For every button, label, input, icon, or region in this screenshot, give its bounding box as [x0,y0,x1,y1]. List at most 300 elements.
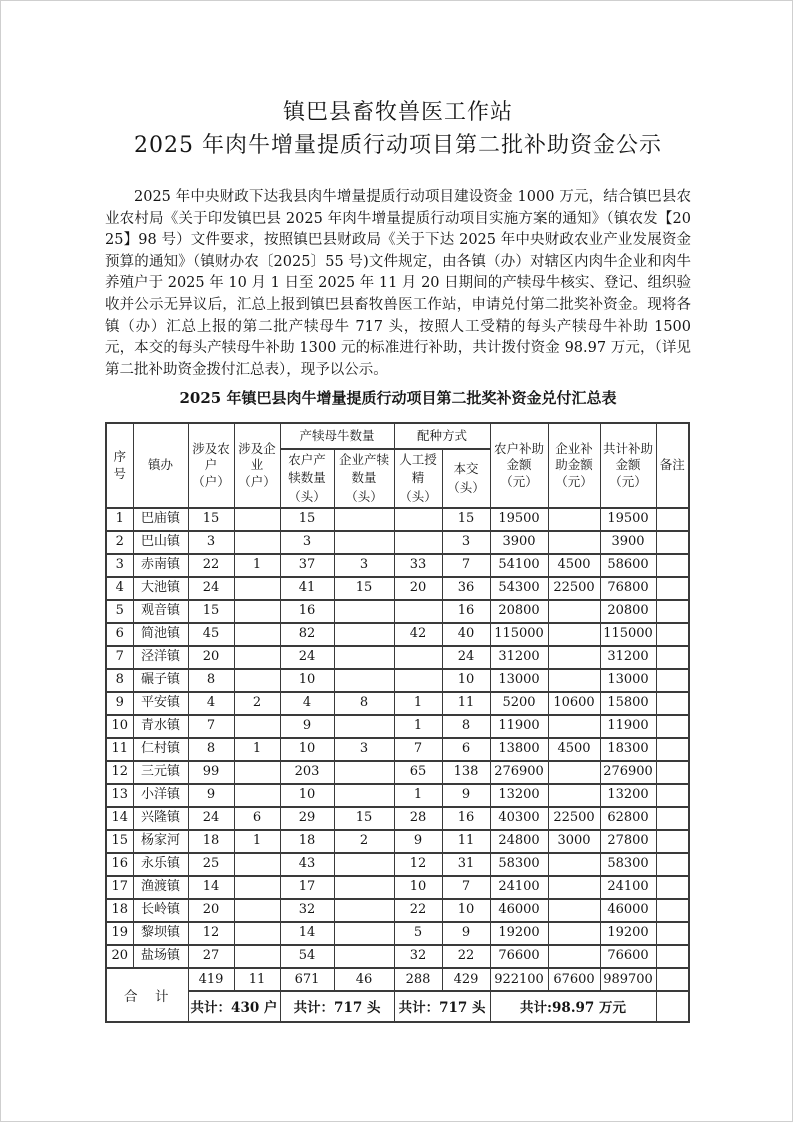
table-cell: 54300 [490,577,548,600]
table-row [106,738,689,761]
col-header-farmer-calves: 农户产犊数量（头） [280,449,334,507]
table-cell [234,715,280,738]
table-cell: 20 [188,899,234,922]
table-cell: 24 [188,577,234,600]
table-header [106,423,689,507]
table-cell: 5 [394,922,442,945]
table-cell [548,508,600,531]
table-cell: 40 [442,623,490,646]
table-cell [548,646,600,669]
table-cell: 渔渡镇 [133,876,188,899]
table-cell: 54 [280,945,334,968]
table-row [106,715,689,738]
totals-cell: 429 [442,968,490,991]
table-cell: 15 [334,577,394,600]
table-cell: 19 [106,922,133,945]
table-cell: 2 [234,692,280,715]
table-cell: 简池镇 [133,623,188,646]
table-cell: 10 [280,784,334,807]
table-cell: 1 [106,508,133,531]
table-cell: 平安镇 [133,692,188,715]
totals-cell: 419 [188,968,234,991]
table-cell [394,669,442,692]
table-cell: 3000 [548,830,600,853]
table-cell: 65 [394,761,442,784]
table-cell: 31 [442,853,490,876]
table-cell: 27800 [600,830,656,853]
table-cell: 20800 [490,600,548,623]
col-header-town: 镇办 [133,423,188,507]
totals-remark-cell [656,968,689,991]
table-cell: 2 [334,830,394,853]
totals-cell: 989700 [600,968,656,991]
table-cell: 45 [188,623,234,646]
table-cell: 4 [106,577,133,600]
table-cell: 22 [442,945,490,968]
document-title-line1: 镇巴县畜牧兽医工作站 [282,100,513,125]
table-cell [656,738,689,761]
table-cell: 4500 [548,554,600,577]
table-cell: 6 [234,807,280,830]
table-cell: 76600 [600,945,656,968]
table-cell: 13200 [600,784,656,807]
table-cell: 16 [442,600,490,623]
subsidy-summary-table [105,422,690,1022]
table-cell: 27 [188,945,234,968]
table-cell [394,508,442,531]
table-cell [334,761,394,784]
table-cell: 18 [188,830,234,853]
table-row [106,508,689,531]
table-cell [394,646,442,669]
table-row [106,876,689,899]
col-header-enterprises: 涉及企业（户） [234,423,280,507]
table-cell [234,922,280,945]
table-cell [548,876,600,899]
table-cell: 巴山镇 [133,531,188,554]
table-cell: 82 [280,623,334,646]
table-cell [334,876,394,899]
col-header-farmer-amount: 农户补助金额（元） [490,423,548,507]
table-cell [548,531,600,554]
table-cell: 16 [280,600,334,623]
table-cell: 11900 [600,715,656,738]
table-cell: 15 [188,600,234,623]
table-cell [334,531,394,554]
table-cell [394,600,442,623]
table-row [106,899,689,922]
table-cell: 17 [280,876,334,899]
table-cell [234,784,280,807]
table-cell: 138 [442,761,490,784]
table-cell: 20 [394,577,442,600]
table-cell: 3900 [600,531,656,554]
table-cell: 276900 [600,761,656,784]
grand-total-households: 共计：430 户 [188,991,280,1022]
table-cell: 58600 [600,554,656,577]
table-cell: 20 [188,646,234,669]
table-cell: 7 [106,646,133,669]
table-cell: 4500 [548,738,600,761]
table-cell: 三元镇 [133,761,188,784]
announcement-paragraph: 2025 年中央财政下达我县肉牛增量提质行动项目建设资金 1000 万元，结合镇巴县农业农村局《关于印发镇巴县 2025 年肉牛增量提质行动项目实施方案的通知》（镇农发【2025】98 号）文件要求，按照镇巴县财政局《关于下达 2025 年中央财政农业产业发展资金预算的通知》（镇财办农〔2025〕55 号)文件规定，由各镇（办）对辖区内肉牛企业和肉牛养殖户于 2025 年 10 月 1 日至 2025 年 11 月 20 日期间的产犊母牛核实、登记、组织验收并公示无异议后，汇总上报到镇巴县畜牧兽医工作站，申请兑付第二批奖补资金。现将各镇（办）汇总上报的第二批产犊母牛 717 头，按照人工受精的每头产犊母牛补助 1500 元，本交的每头产犊母牛补助 1300 元的标准进行补助，共计拨付资金 98.97 万元，（详见第二批补助资金拨付汇总表），现予以公示。 [105,189,691,378]
totals-cell: 922100 [490,968,548,991]
table-cell [334,899,394,922]
table-cell [656,577,689,600]
table-cell: 黎坝镇 [133,922,188,945]
col-header-ai: 人工授精（头） [394,449,442,507]
table-cell: 13 [106,784,133,807]
table-cell: 19500 [600,508,656,531]
table-cell: 54100 [490,554,548,577]
table-cell [334,853,394,876]
table-cell: 10 [442,669,490,692]
table-cell [548,784,600,807]
totals-remark-cell [656,991,689,1022]
table-cell: 9 [106,692,133,715]
totals-numbers-row [106,968,689,991]
table-cell: 37 [280,554,334,577]
table-cell [334,646,394,669]
table-cell [334,945,394,968]
table-cell: 24 [188,807,234,830]
table-cell: 3 [188,531,234,554]
table-cell: 13200 [490,784,548,807]
table-cell: 5 [106,600,133,623]
table-cell: 46000 [490,899,548,922]
grand-total-amount: 共计:98.97 万元 [490,991,656,1022]
table-cell: 24 [442,646,490,669]
grand-total-calves: 共计：717 头 [280,991,394,1022]
table-cell [548,715,600,738]
table-cell: 20800 [600,600,656,623]
table-cell: 1 [234,554,280,577]
table-cell: 18 [106,899,133,922]
table-cell [656,600,689,623]
table-cell [334,784,394,807]
table-cell [234,761,280,784]
table-cell: 19200 [600,922,656,945]
table-cell [548,922,600,945]
table-cell: 3 [334,738,394,761]
table-title: 2025 年镇巴县肉牛增量提质行动项目第二批奖补资金兑付汇总表 [179,389,617,408]
table-cell [234,669,280,692]
table-cell: 3 [442,531,490,554]
table-cell [656,853,689,876]
table-cell: 36 [442,577,490,600]
table-cell [656,623,689,646]
table-cell: 24100 [600,876,656,899]
table-cell: 5200 [490,692,548,715]
totals-cell: 288 [394,968,442,991]
table-cell [656,945,689,968]
table-cell [234,600,280,623]
table-cell: 24100 [490,876,548,899]
table-cell: 115000 [490,623,548,646]
table-cell: 10 [280,738,334,761]
table-cell: 9 [188,784,234,807]
table-cell: 19200 [490,922,548,945]
table-cell: 58300 [490,853,548,876]
table-row [106,830,689,853]
table-cell: 31200 [490,646,548,669]
table-cell: 10 [442,899,490,922]
table-cell: 10 [106,715,133,738]
table-cell: 12 [106,761,133,784]
table-cell: 9 [442,922,490,945]
table-cell: 15 [188,508,234,531]
table-cell: 11900 [490,715,548,738]
table-cell: 仁村镇 [133,738,188,761]
table-cell: 14 [106,807,133,830]
table-cell: 14 [280,922,334,945]
table-cell: 10 [394,876,442,899]
table-cell: 盐场镇 [133,945,188,968]
table-cell: 15 [334,807,394,830]
table-cell: 29 [280,807,334,830]
table-cell: 6 [442,738,490,761]
table-row [106,807,689,830]
table-cell: 6 [106,623,133,646]
table-cell: 7 [188,715,234,738]
document-title-line2: 2025 年肉牛增量提质行动项目第二批补助资金公示 [134,133,662,158]
table-cell [656,669,689,692]
table-cell: 15 [442,508,490,531]
table-cell: 1 [394,784,442,807]
table-cell [394,531,442,554]
table-row [106,669,689,692]
grand-totals-row [106,991,689,1022]
table-cell: 42 [394,623,442,646]
table-cell: 小洋镇 [133,784,188,807]
table-row [106,577,689,600]
table-row [106,761,689,784]
table-cell [234,531,280,554]
table-cell: 22 [188,554,234,577]
table-cell: 9 [442,784,490,807]
table-cell [334,508,394,531]
table-footer [106,968,689,1022]
table-cell: 20 [106,945,133,968]
table-cell: 15 [106,830,133,853]
table-row [106,646,689,669]
table-cell: 7 [394,738,442,761]
table-cell [656,646,689,669]
table-cell [234,508,280,531]
col-header-natural: 本交（头） [442,449,490,507]
table-cell: 32 [280,899,334,922]
table-row [106,922,689,945]
table-cell: 泾洋镇 [133,646,188,669]
table-cell: 1 [234,830,280,853]
totals-cell: 11 [234,968,280,991]
col-header-seq: 序号 [106,423,133,507]
col-header-breeding-group: 配种方式 [394,423,490,449]
table-cell: 8 [334,692,394,715]
table-cell: 24 [280,646,334,669]
totals-cell: 46 [334,968,394,991]
table-cell: 22500 [548,577,600,600]
table-cell: 8 [188,669,234,692]
table-cell [656,899,689,922]
table-row [106,945,689,968]
table-cell [656,554,689,577]
table-cell [234,623,280,646]
totals-label: 合 计 [106,968,188,1022]
table-cell [334,715,394,738]
table-cell: 58300 [600,853,656,876]
table-cell: 青水镇 [133,715,188,738]
col-header-enterprise-amount: 企业补助金额（元） [548,423,600,507]
table-cell: 杨家河 [133,830,188,853]
table-cell [234,577,280,600]
table-cell: 7 [442,554,490,577]
table-row [106,554,689,577]
table-cell: 大池镇 [133,577,188,600]
table-cell [548,761,600,784]
table-cell: 46000 [600,899,656,922]
table-cell: 8 [442,715,490,738]
table-cell: 观音镇 [133,600,188,623]
table-row [106,692,689,715]
table-cell: 33 [394,554,442,577]
table-cell [656,715,689,738]
document-content [105,1,691,1023]
table-cell: 永乐镇 [133,853,188,876]
table-cell: 8 [188,738,234,761]
col-header-farmers: 涉及农户（户） [188,423,234,507]
table-cell: 22500 [548,807,600,830]
table-cell [234,646,280,669]
table-cell: 11 [442,692,490,715]
table-cell: 9 [394,830,442,853]
totals-cell: 67600 [548,968,600,991]
table-cell [656,784,689,807]
table-cell: 3 [334,554,394,577]
table-cell: 43 [280,853,334,876]
table-cell [334,669,394,692]
table-cell: 3900 [490,531,548,554]
table-row [106,784,689,807]
table-cell: 14 [188,876,234,899]
table-cell [656,692,689,715]
table-cell [234,853,280,876]
table-cell [656,830,689,853]
table-cell: 2 [106,531,133,554]
table-row [106,600,689,623]
table-cell [334,623,394,646]
table-cell: 19500 [490,508,548,531]
table-cell: 1 [234,738,280,761]
table-cell: 31200 [600,646,656,669]
table-cell: 12 [188,922,234,945]
table-cell [548,853,600,876]
table-cell [656,761,689,784]
col-header-calf-group: 产犊母牛数量 [280,423,394,449]
table-cell: 15 [280,508,334,531]
table-cell [234,876,280,899]
table-cell: 32 [394,945,442,968]
table-cell: 18300 [600,738,656,761]
table-cell [548,899,600,922]
table-row [106,853,689,876]
table-cell: 12 [394,853,442,876]
table-cell [656,807,689,830]
table-cell [334,600,394,623]
table-cell: 7 [442,876,490,899]
table-cell: 巴庙镇 [133,508,188,531]
table-cell: 76600 [490,945,548,968]
table-cell: 兴隆镇 [133,807,188,830]
table-cell [548,600,600,623]
table-cell: 11 [442,830,490,853]
table-cell: 203 [280,761,334,784]
table-cell [656,531,689,554]
table-row [106,623,689,646]
table-cell: 22 [394,899,442,922]
totals-cell: 671 [280,968,334,991]
table-cell: 16 [106,853,133,876]
table-cell [656,876,689,899]
table-cell [548,669,600,692]
table-cell: 1 [394,692,442,715]
table-cell [656,922,689,945]
table-row [106,531,689,554]
table-cell: 碾子镇 [133,669,188,692]
table-cell: 40300 [490,807,548,830]
table-cell: 99 [188,761,234,784]
table-body [106,508,689,968]
col-header-enterprise-calves: 企业产犊数量（头） [334,449,394,507]
table-cell: 4 [188,692,234,715]
table-cell: 115000 [600,623,656,646]
table-cell: 76800 [600,577,656,600]
table-cell: 25 [188,853,234,876]
table-cell: 8 [106,669,133,692]
table-cell [234,945,280,968]
table-cell: 长岭镇 [133,899,188,922]
table-cell: 13000 [490,669,548,692]
table-cell: 16 [442,807,490,830]
col-header-total-amount: 共计补助金额（元） [600,423,656,507]
table-cell: 62800 [600,807,656,830]
table-cell: 3 [106,554,133,577]
table-cell: 9 [280,715,334,738]
table-cell [656,508,689,531]
col-header-remark: 备注 [656,423,689,507]
table-cell [234,899,280,922]
table-cell: 28 [394,807,442,830]
table-cell: 276900 [490,761,548,784]
table-cell: 18 [280,830,334,853]
table-cell: 11 [106,738,133,761]
table-cell: 13800 [490,738,548,761]
table-cell: 15800 [600,692,656,715]
table-cell: 10600 [548,692,600,715]
table-cell [334,922,394,945]
table-cell [548,945,600,968]
table-cell: 10 [280,669,334,692]
table-cell: 13000 [600,669,656,692]
table-cell: 赤南镇 [133,554,188,577]
table-cell: 3 [280,531,334,554]
table-cell: 1 [394,715,442,738]
table-cell: 17 [106,876,133,899]
table-cell: 41 [280,577,334,600]
grand-total-breeding: 共计：717 头 [394,991,490,1022]
table-cell: 24800 [490,830,548,853]
table-cell [548,623,600,646]
